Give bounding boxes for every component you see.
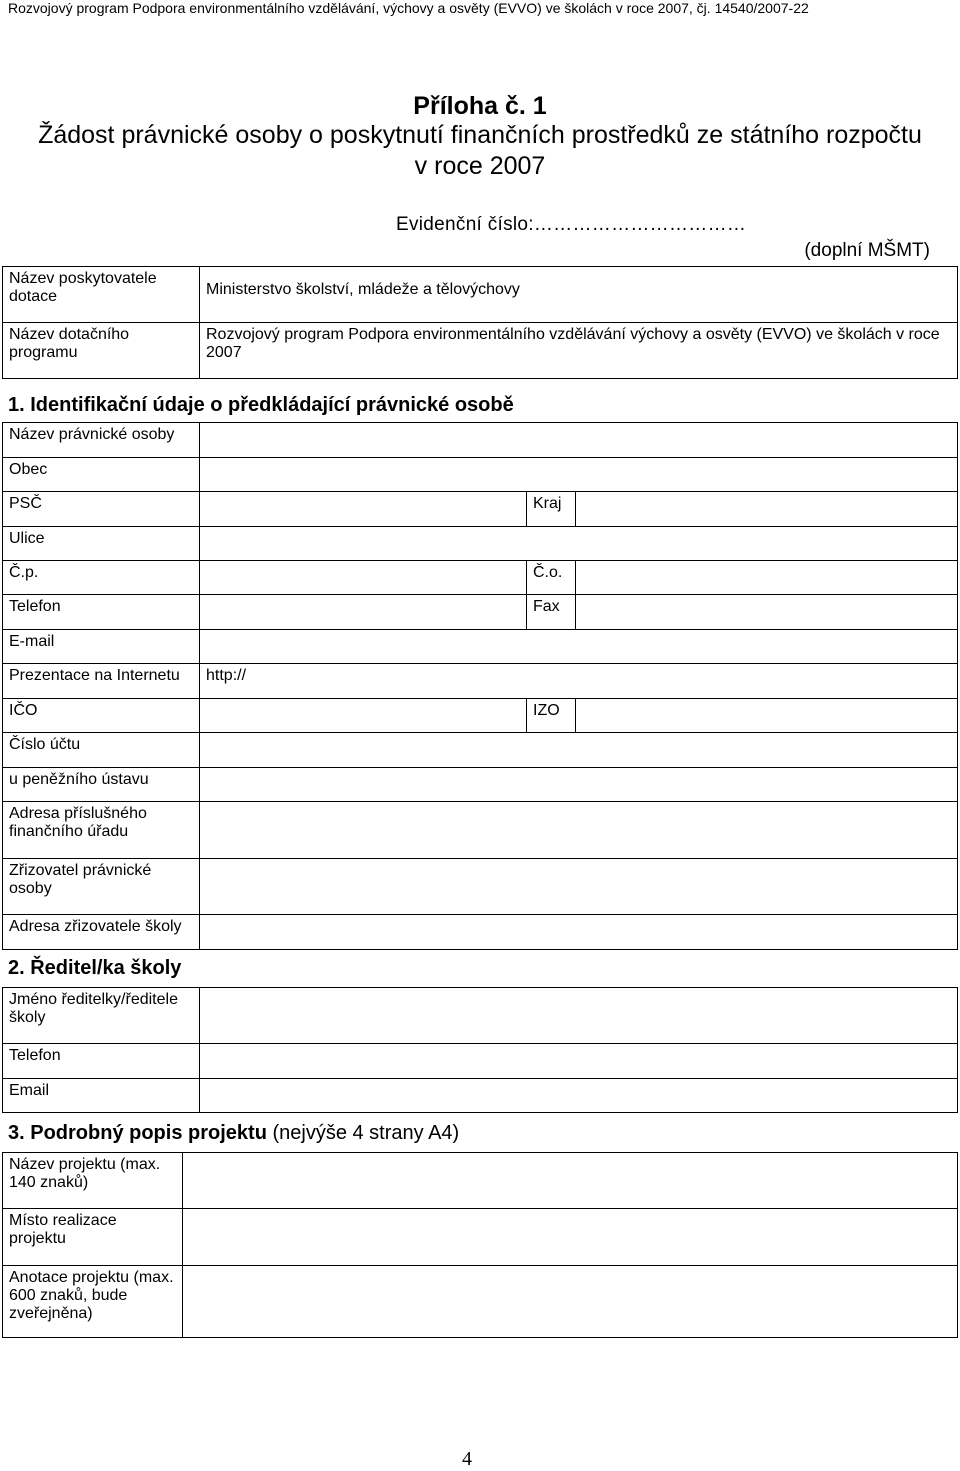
house-number-field[interactable] — [200, 561, 527, 595]
director-email-field[interactable] — [200, 1079, 958, 1113]
request-title: Žádost právnické osoby o poskytnutí finančních prostředků ze státního rozpočtu — [38, 121, 922, 149]
project-location-field[interactable] — [183, 1209, 958, 1266]
running-header: Rozvojový program Podpora environmentálního vzdělávání, výchovy a osvěty (EVVO) ve školách v roce 2007, čj. 14540/2007-22 — [8, 0, 809, 16]
city-label: Obec — [3, 458, 200, 492]
house-number-label: Č.p. — [3, 561, 200, 595]
section-3-note: (nejvýše 4 strany A4) — [266, 1122, 460, 1144]
city-field[interactable] — [200, 458, 958, 492]
section-3-heading — [8, 1122, 459, 1145]
izo-field[interactable] — [576, 699, 958, 733]
request-year: v roce 2007 — [414, 152, 546, 180]
fax-label: Fax — [527, 595, 576, 630]
filled-by-note: (doplní MŠMT) — [804, 240, 930, 261]
project-location-label: Místo realizace projektu — [3, 1209, 183, 1266]
region-label: Kraj — [527, 492, 576, 527]
program-value[interactable]: Rozvojový program Podpora environmentálního vzdělávání výchovy a osvěty (EVVO) ve školách v roce 2007 — [200, 323, 958, 379]
ico-field[interactable] — [200, 699, 527, 733]
orientation-number-label: Č.o. — [527, 561, 576, 595]
ico-label: IČO — [3, 699, 200, 733]
founder-label: Zřizovatel právnické osoby — [3, 859, 200, 915]
zip-field[interactable] — [200, 492, 527, 527]
section-1-heading: 1. Identifikační údaje o předkládající právnické osobě — [8, 394, 514, 416]
account-field[interactable] — [200, 733, 958, 768]
street-field[interactable] — [200, 527, 958, 561]
izo-label: IZO — [527, 699, 576, 733]
bank-label: u peněžního ústavu — [3, 768, 200, 802]
director-email-label: Email — [3, 1079, 200, 1113]
founder-address-label: Adresa zřizovatele školy — [3, 915, 200, 950]
email-field[interactable] — [200, 630, 958, 664]
founder-field[interactable] — [200, 859, 958, 915]
orientation-number-field[interactable] — [576, 561, 958, 595]
website-label: Prezentace na Internetu — [3, 664, 200, 699]
region-field[interactable] — [576, 492, 958, 527]
provider-value[interactable]: Ministerstvo školství, mládeže a tělovýchovy — [200, 267, 958, 323]
section-3-title: 3. Podrobný popis projektu — [8, 1122, 267, 1144]
founder-address-field[interactable] — [200, 915, 958, 950]
tax-office-field[interactable] — [200, 802, 958, 859]
zip-label: PSČ — [3, 492, 200, 527]
page-number: 4 — [462, 1448, 472, 1470]
director-phone-label: Telefon — [3, 1044, 200, 1079]
annex-title: Příloha č. 1 — [413, 92, 547, 120]
project-name-field[interactable] — [183, 1153, 958, 1209]
director-name-label: Jméno ředitelky/ředitele školy — [3, 988, 200, 1044]
project-annotation-label: Anotace projektu (max. 600 znaků, bude zveřejněna) — [3, 1266, 183, 1338]
program-table — [2, 266, 958, 379]
tax-office-label: Adresa příslušného finančního úřadu — [3, 802, 200, 859]
org-name-label: Název právnické osoby — [3, 423, 200, 458]
provider-label: Název poskytovatele dotace — [3, 267, 200, 323]
fax-field[interactable] — [576, 595, 958, 630]
project-annotation-field[interactable] — [183, 1266, 958, 1338]
project-table — [2, 1152, 958, 1338]
email-label: E-mail — [3, 630, 200, 664]
registration-number-label: Evidenční číslo:…………………………… — [396, 214, 747, 235]
org-name-field[interactable] — [200, 423, 958, 458]
director-phone-field[interactable] — [200, 1044, 958, 1079]
director-table — [2, 987, 958, 1113]
phone-field[interactable] — [200, 595, 527, 630]
identification-table — [2, 422, 958, 950]
account-label: Číslo účtu — [3, 733, 200, 768]
street-label: Ulice — [3, 527, 200, 561]
project-name-label: Název projektu (max. 140 znaků) — [3, 1153, 183, 1209]
program-label: Název dotačního programu — [3, 323, 200, 379]
section-2-heading: 2. Ředitel/ka školy — [8, 957, 182, 979]
bank-field[interactable] — [200, 768, 958, 802]
website-field[interactable]: http:// — [200, 664, 958, 699]
phone-label: Telefon — [3, 595, 200, 630]
director-name-field[interactable] — [200, 988, 958, 1044]
